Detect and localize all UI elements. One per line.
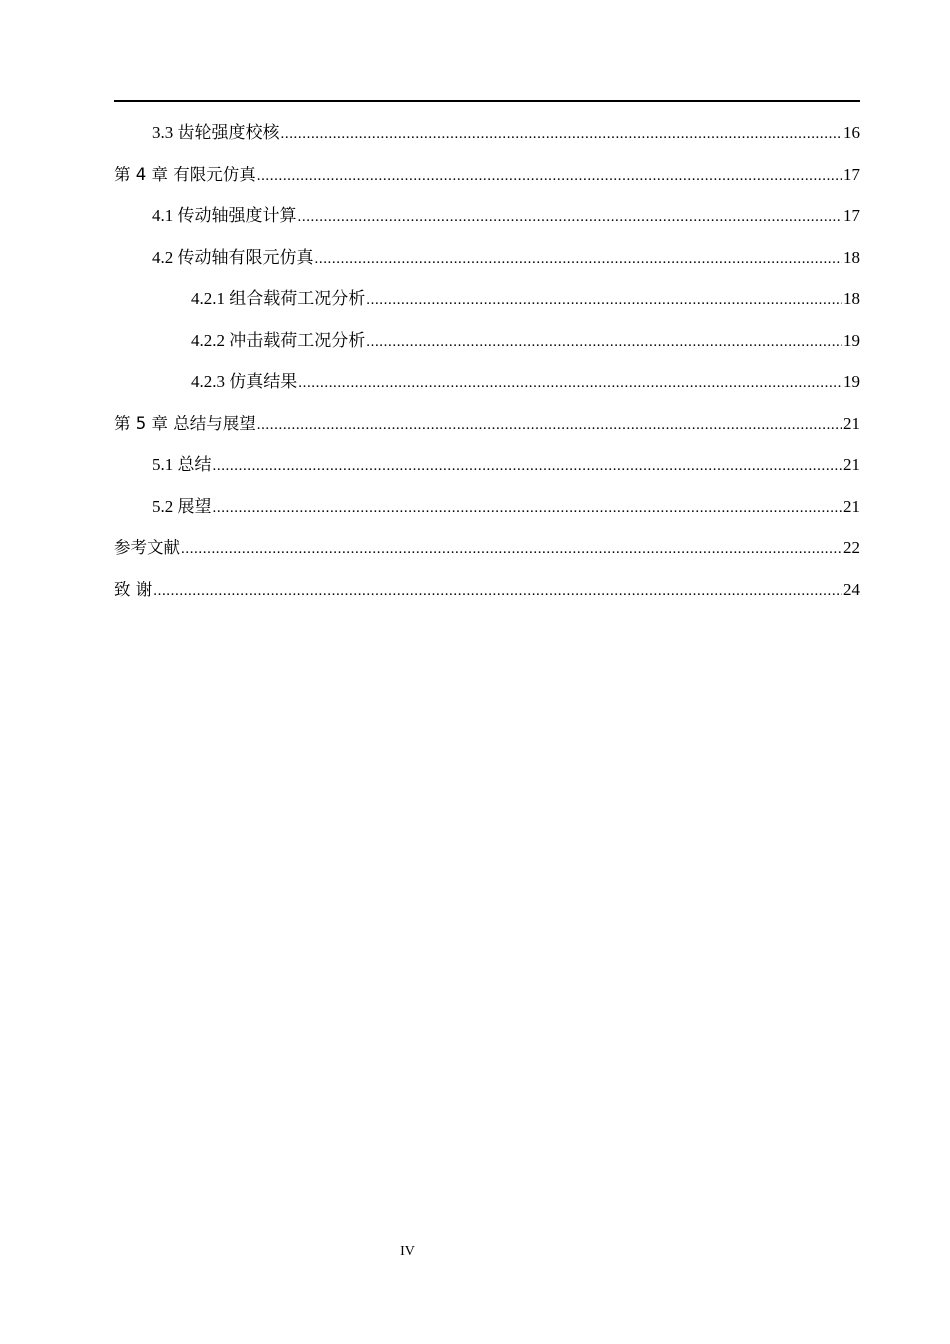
toc-entry-page: 17 [843,164,860,184]
toc-entry-4-2[interactable] [114,237,860,279]
toc-dot-leader [257,154,842,198]
toc-entry-5-2[interactable] [114,486,860,528]
toc-dot-leader [181,527,842,571]
toc-entry-page: 18 [843,247,860,267]
toc-entry-references[interactable] [114,527,860,569]
toc-dot-leader [366,320,842,364]
page-number: IV [400,1244,415,1259]
toc-entry-title: 4.2.1 组合载荷工况分析 [191,289,366,308]
toc-entry-acknowledgements[interactable] [114,569,860,611]
toc-dot-leader [213,486,843,530]
toc-entry-chapter-5[interactable] [114,403,860,445]
toc-dot-leader [315,237,843,281]
toc-entry-title: 致 谢 [114,579,153,599]
toc-entry-page: 21 [843,413,860,433]
toc-entry-title: 3.3 齿轮强度校核 [152,123,280,142]
toc-dot-leader [257,403,842,447]
toc-entry-page: 17 [843,206,860,225]
toc-entry-3-3[interactable] [114,112,860,154]
toc-entry-title: 第 5 章 总结与展望 [114,413,256,433]
toc-entry-page: 22 [843,538,860,557]
toc-entry-title: 4.2.3 仿真结果 [191,372,298,391]
toc-entry-page: 21 [843,455,860,474]
toc-entry-title: 5.2 展望 [152,496,212,516]
toc-dot-leader [153,569,842,613]
toc-entry-title: 4.2 传动轴有限元仿真 [152,247,314,267]
toc-entry-page: 24 [843,579,860,599]
toc-entry-title: 第 4 章 有限元仿真 [114,164,256,184]
toc-dot-leader [213,444,843,488]
toc-dot-leader [298,195,843,239]
toc-entry-title: 5.1 总结 [152,455,212,474]
toc-dot-leader [281,112,843,156]
toc-entry-chapter-4[interactable] [114,154,860,196]
toc-entry-4-2-1[interactable] [114,278,860,320]
toc-entry-title: 参考文献 [114,538,180,557]
toc-entry-5-1[interactable] [114,444,860,486]
toc-dot-leader [366,278,842,322]
table-of-contents [114,112,860,610]
header-rule [114,100,860,102]
toc-entry-title: 4.2.2 冲击载荷工况分析 [191,330,366,350]
toc-entry-4-2-2[interactable] [114,320,860,362]
toc-entry-4-2-3[interactable] [114,361,860,403]
toc-dot-leader [298,361,842,405]
toc-entry-page: 19 [843,372,860,391]
toc-entry-4-1[interactable] [114,195,860,237]
toc-entry-page: 21 [843,496,860,516]
toc-entry-title: 4.1 传动轴强度计算 [152,206,297,225]
toc-entry-page: 16 [843,123,860,142]
toc-entry-page: 19 [843,330,860,350]
toc-entry-page: 18 [843,289,860,308]
